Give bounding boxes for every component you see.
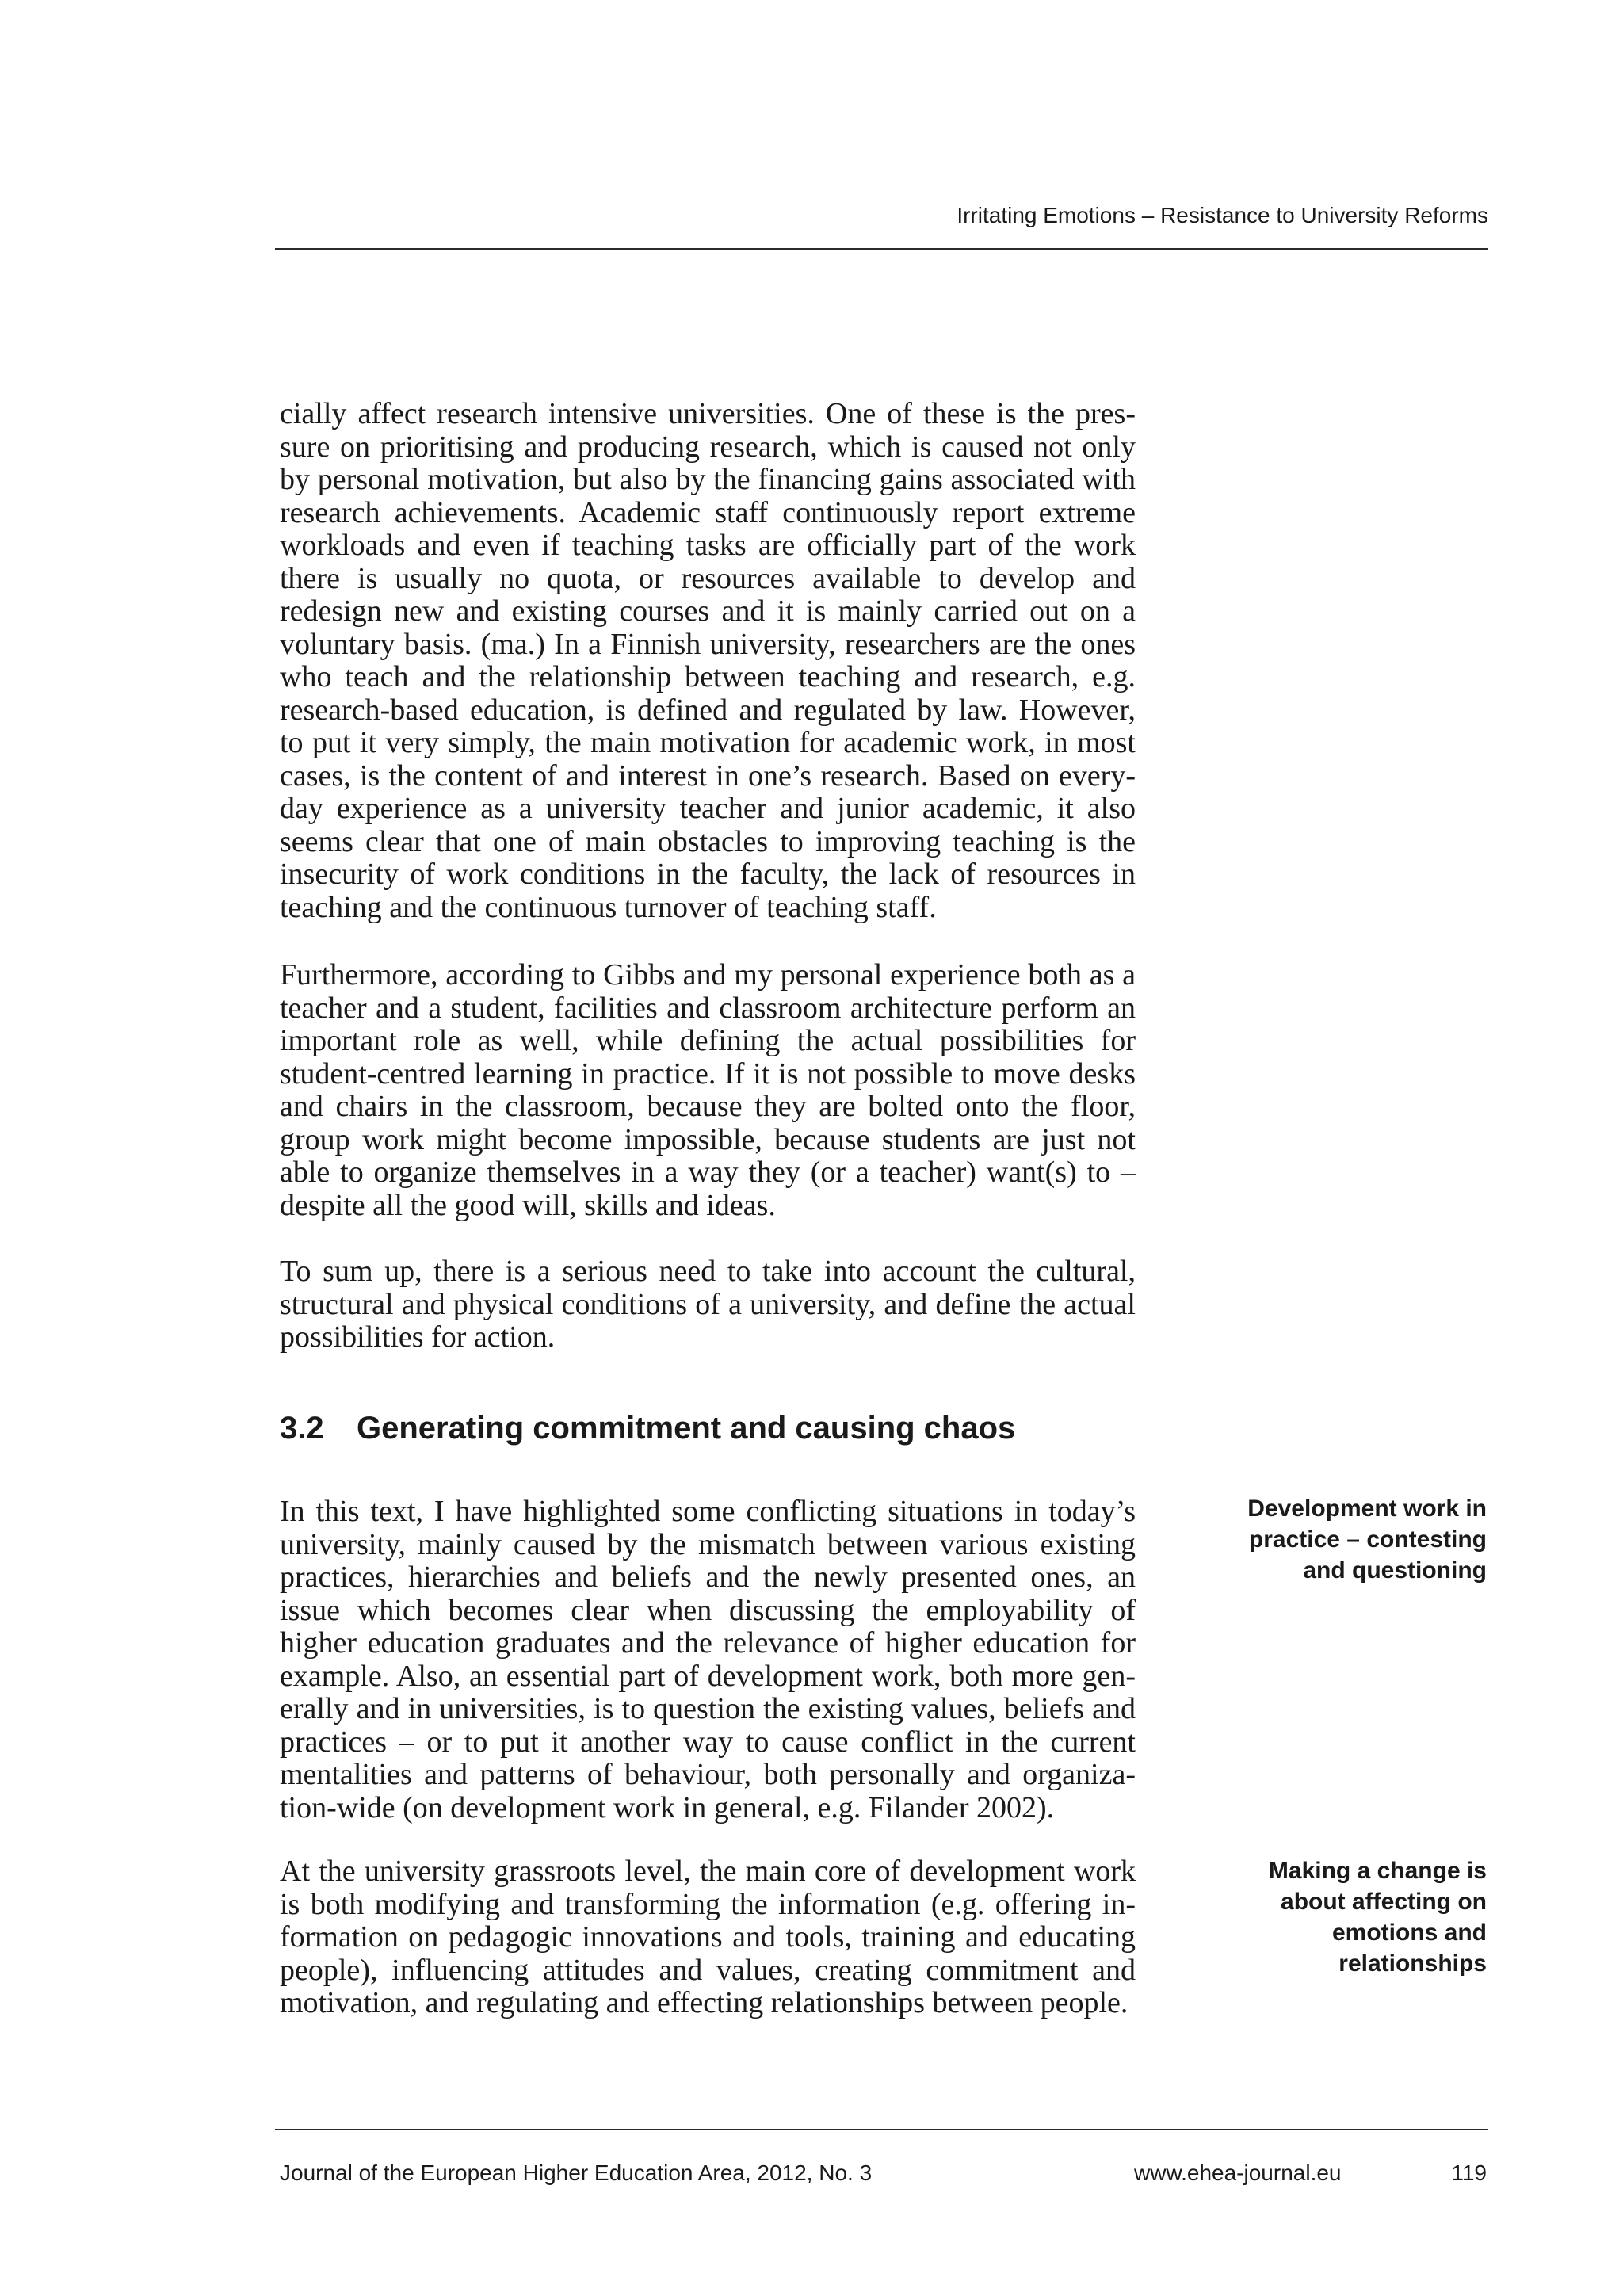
- section-title: Generating commitment and causing chaos: [357, 1411, 1016, 1446]
- footer-journal-citation: Journal of the European Higher Education Area, 2012, No. 3: [280, 2160, 873, 2185]
- body-paragraph: cially affect research intensive universities. One of these is the pressure on prioritising and producing research, which is caused not only by personal motivation, but also by the financing gains associated with research achievements. Academic staff continuously report extreme workloads and even if teaching tasks are officially part of the work there is usually no quota, or resources available to develop and redesign new and existing courses and it is mainly carried out on a voluntary basis. (ma.) In a Finnish university, researchers are the ones who teach and the relationship between teaching and research, e.g. research-based education, is defined and regulated by law. However, to put it very simply, the main motivation for academic work, in most cases, is the content of and interest in one’s research. Based on everyday experience as a university teacher and junior academic, it also seems clear that one of main obstacles to improving teaching is the insecurity of work conditions in the faculty, the lack of resources in teaching and the continuous turnover of teaching staff.: [280, 397, 1136, 924]
- body-paragraph: At the university grassroots level, the main core of development work is both modifying and transforming the information (e.g. offering information on pedagogic innovations and tools, training and educating people), influencing attitudes and values, creating commitment and motivation, and regulating and effecting relationships between people.: [280, 1855, 1136, 2019]
- margin-note: Development work in practice – contesting and questioning: [1247, 1496, 1487, 1584]
- body-paragraph: To sum up, there is a serious need to take into account the cultural, structural and physical conditions of a university, and define the actual possibilities for action.: [280, 1255, 1136, 1354]
- body-paragraph: Furthermore, according to Gibbs and my personal experience both as a teacher and a student, facilities and classroom architecture perform an important role as well, while defining the actual possibilities for student-centred learning in practice. If it is not possible to move desks and chairs in the classroom, because they are bolted onto the floor, group work might become impossible, because students are just not able to organize themselves in a way they (or a teacher) want(s) to – despite all the good will, skills and ideas.: [280, 958, 1136, 1222]
- footer-rule: [275, 2129, 1488, 2130]
- footer-url: www.ehea-journal.eu: [1134, 2160, 1342, 2185]
- section-heading: [280, 1411, 1015, 1446]
- header-rule: [275, 248, 1488, 250]
- margin-note: Making a change is about affecting on emotions and relationships: [1268, 1858, 1487, 1977]
- body-paragraph: In this text, I have highlighted some conflicting situations in today’s university, mainly caused by the mismatch between various existing practices, hierarchies and beliefs and the newly presented ones, an issue which becomes clear when discussing the employability of higher education graduates and the relevance of higher education for example. Also, an essential part of development work, both more generally and in universities, is to question the existing values, beliefs and practices – or to put it another way to cause conflict in the current mentalities and patterns of behaviour, both personally and organization-wide (on development work in general, e.g. Filander 2002).: [280, 1495, 1136, 1824]
- page-number: 119: [1451, 2160, 1487, 2185]
- running-header: Irritating Emotions – Resistance to University Reforms: [957, 203, 1488, 227]
- section-number: 3.2: [280, 1411, 324, 1446]
